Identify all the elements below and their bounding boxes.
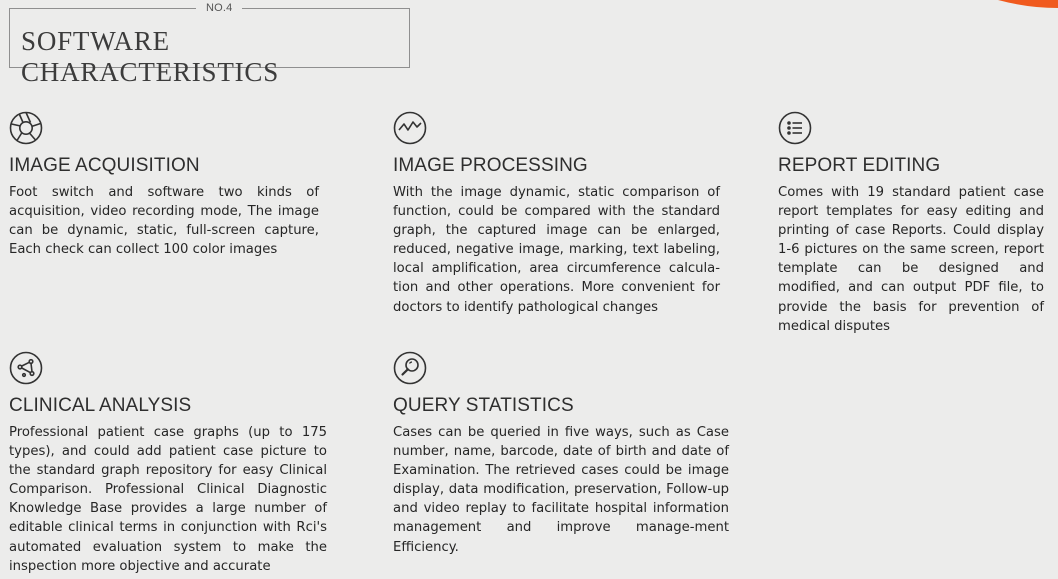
list-icon (778, 111, 812, 145)
feature-title: IMAGE PROCESSING (393, 155, 588, 176)
waveform-icon (393, 111, 427, 145)
feature-title: CLINICAL ANALYSIS (9, 395, 192, 416)
feature-title: REPORT EDITING (778, 155, 941, 176)
search-icon (393, 351, 427, 385)
network-icon (9, 351, 43, 385)
feature-title: QUERY STATISTICS (393, 395, 574, 416)
accent-shape (998, 0, 1058, 8)
feature-description: Cases can be queried in five ways, such as Case number, name, barcode, date of birth and date of Examination. The retrieved cases could be image display, data modification, preservation, Follow-up and video replay to facilitate hospital information management and improve manage-ment Efficiency. (393, 425, 729, 555)
section-header (9, 2, 410, 87)
feature-description: With the image dynamic, static comparison of function, could be compared with the standard graph, the captured image can be enlarged, reduced, negative image, marking, text labeling, local amplification, area circumference calcula-tion and other operations. More convenient for doctors to identify pathological changes (393, 185, 720, 315)
page-title: SOFTWARE CHARACTERISTICS (21, 26, 280, 87)
feature-description: Comes with 19 standard patient case report templates for easy editing and printing of case Reports. Could display 1-6 pictures on the same screen, report template can be designed and modified, and can output PDF file, to provide the basis for prevention of medical disputes (778, 185, 1044, 334)
aperture-icon (9, 111, 43, 145)
feature-description: Foot switch and software two kinds of acquisition, video recording mode, The image can be dynamic, static, full-screen capture, Each check can collect 100 color images (9, 185, 319, 258)
section-number: NO.4 (196, 2, 242, 14)
feature-title: IMAGE ACQUISITION (9, 155, 200, 176)
feature-description: Professional patient case graphs (up to 175 types), and could add patient case picture to the standard graph repository for easy Clinical Comparison. Professional Clinical Diagnostic Knowledge Base provides a large number of editable clinical terms in conjunction with Rci's automated evaluation system to make the inspection more objective and accurate (9, 425, 327, 574)
